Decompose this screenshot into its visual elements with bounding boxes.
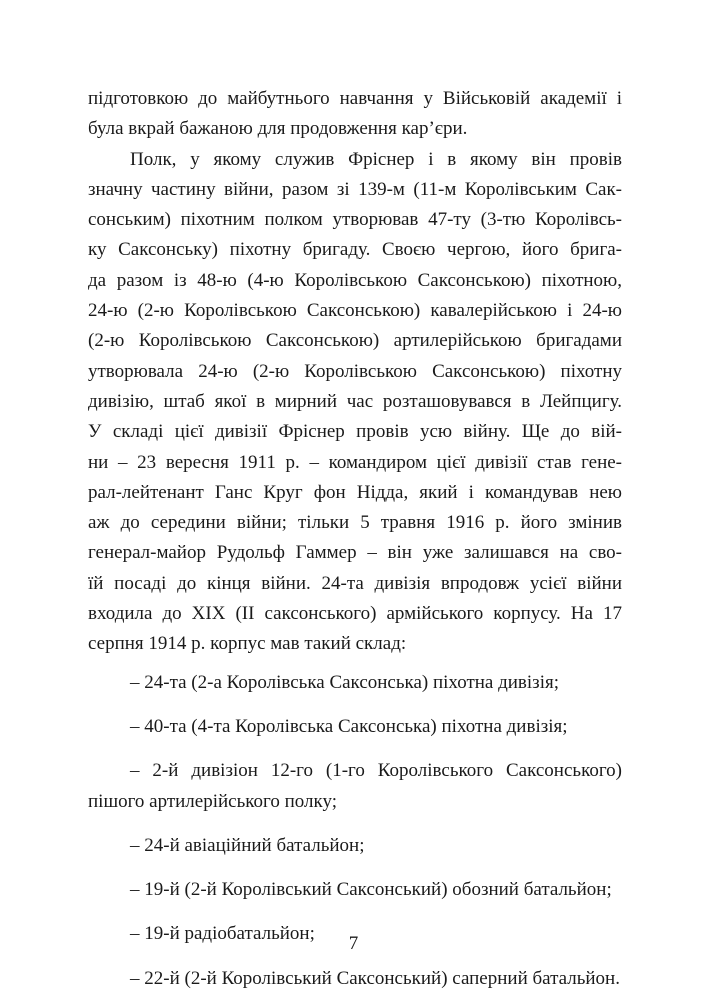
list-item: [88, 964, 622, 994]
text-line: У складі цієї дивізії Фріснер провів усю війну. Ще до вій-: [88, 421, 622, 443]
text-line: аж до середини війни; тільки 5 травня 1916 р. його змінив: [88, 512, 622, 534]
list-item: [88, 875, 622, 905]
text-line: генерал-майор Рудольф Гаммер – він уже залишався на сво-: [88, 542, 622, 564]
list-item-text: – 24-та (2-а Королівська Саксонська) піхотна дивізія;: [130, 671, 559, 693]
list-item: [88, 712, 622, 742]
text-line: серпня 1914 р. корпус мав такий склад:: [88, 633, 407, 655]
list-item-text: – 19-й (2-й Королівський Саксонський) обозний батальйон;: [130, 879, 612, 901]
text-line: утворювала 24-ю (2-ю Королівською Саксонською) піхотну: [88, 360, 622, 382]
list-item-text: – 19-й радіобатальйон;: [130, 923, 315, 945]
list-item: [88, 756, 622, 817]
list-item-text: – 24-й авіаційний батальйон;: [130, 834, 365, 856]
list-item: [88, 831, 622, 861]
text-line: ни – 23 вересня 1911 р. – командиром цієї дивізії став гене-: [88, 451, 622, 473]
text-line: 24-ю (2-ю Королівською Саксонською) кавалерійською і 24-ю: [88, 300, 622, 322]
text-line: значну частину війни, разом зі 139-м (11-м Королівським Сак-: [88, 178, 622, 200]
page-body: [88, 84, 622, 1008]
list-item: [88, 668, 622, 698]
paragraph-regiment: [88, 145, 622, 660]
text-line: сонським) піхотним полком утворював 47-ту (3-тю Королівсь-: [88, 209, 622, 231]
list-item-text: – 2-й дивізіон 12-го (1-го Королівського Саксонського): [130, 760, 622, 782]
paragraph-continuation: [88, 84, 622, 145]
text-line: ку Саксонську) піхотну бригаду. Своєю чергою, його брига-: [88, 239, 622, 261]
text-line: їй посаді до кінця війни. 24-та дивізія впродовж усієї війни: [88, 572, 622, 594]
text-line: була вкрай бажаною для продовження кар’єри.: [88, 118, 468, 140]
text-line: Полк, у якому служив Фріснер і в якому він провів: [130, 148, 622, 170]
text-line: да разом із 48-ю (4-ю Королівською Саксонською) піхотною,: [88, 269, 622, 291]
text-line: входила до XIX (II саксонського) армійського корпусу. На 17: [88, 603, 622, 625]
text-line: (2-ю Королівською Саксонською) артилерійською бригадами: [88, 330, 622, 352]
list-item-text: – 40-та (4-та Королівська Саксонська) піхотна дивізія;: [130, 715, 568, 737]
text-line: дивізію, штаб якої в мирний час розташовувався в Лейпцигу.: [88, 390, 622, 412]
page-number: 7: [348, 933, 359, 954]
text-line: підготовкою до майбутнього навчання у Військовій академії і: [88, 88, 622, 109]
text-line: рал-лейтенант Ганс Круг фон Нідда, який і командував нею: [88, 481, 622, 503]
list-item-text: – 22-й (2-й Королівський Саксонський) саперний батальйон.: [130, 967, 620, 989]
list-item-text: пішого артилерійського полку;: [88, 790, 337, 812]
